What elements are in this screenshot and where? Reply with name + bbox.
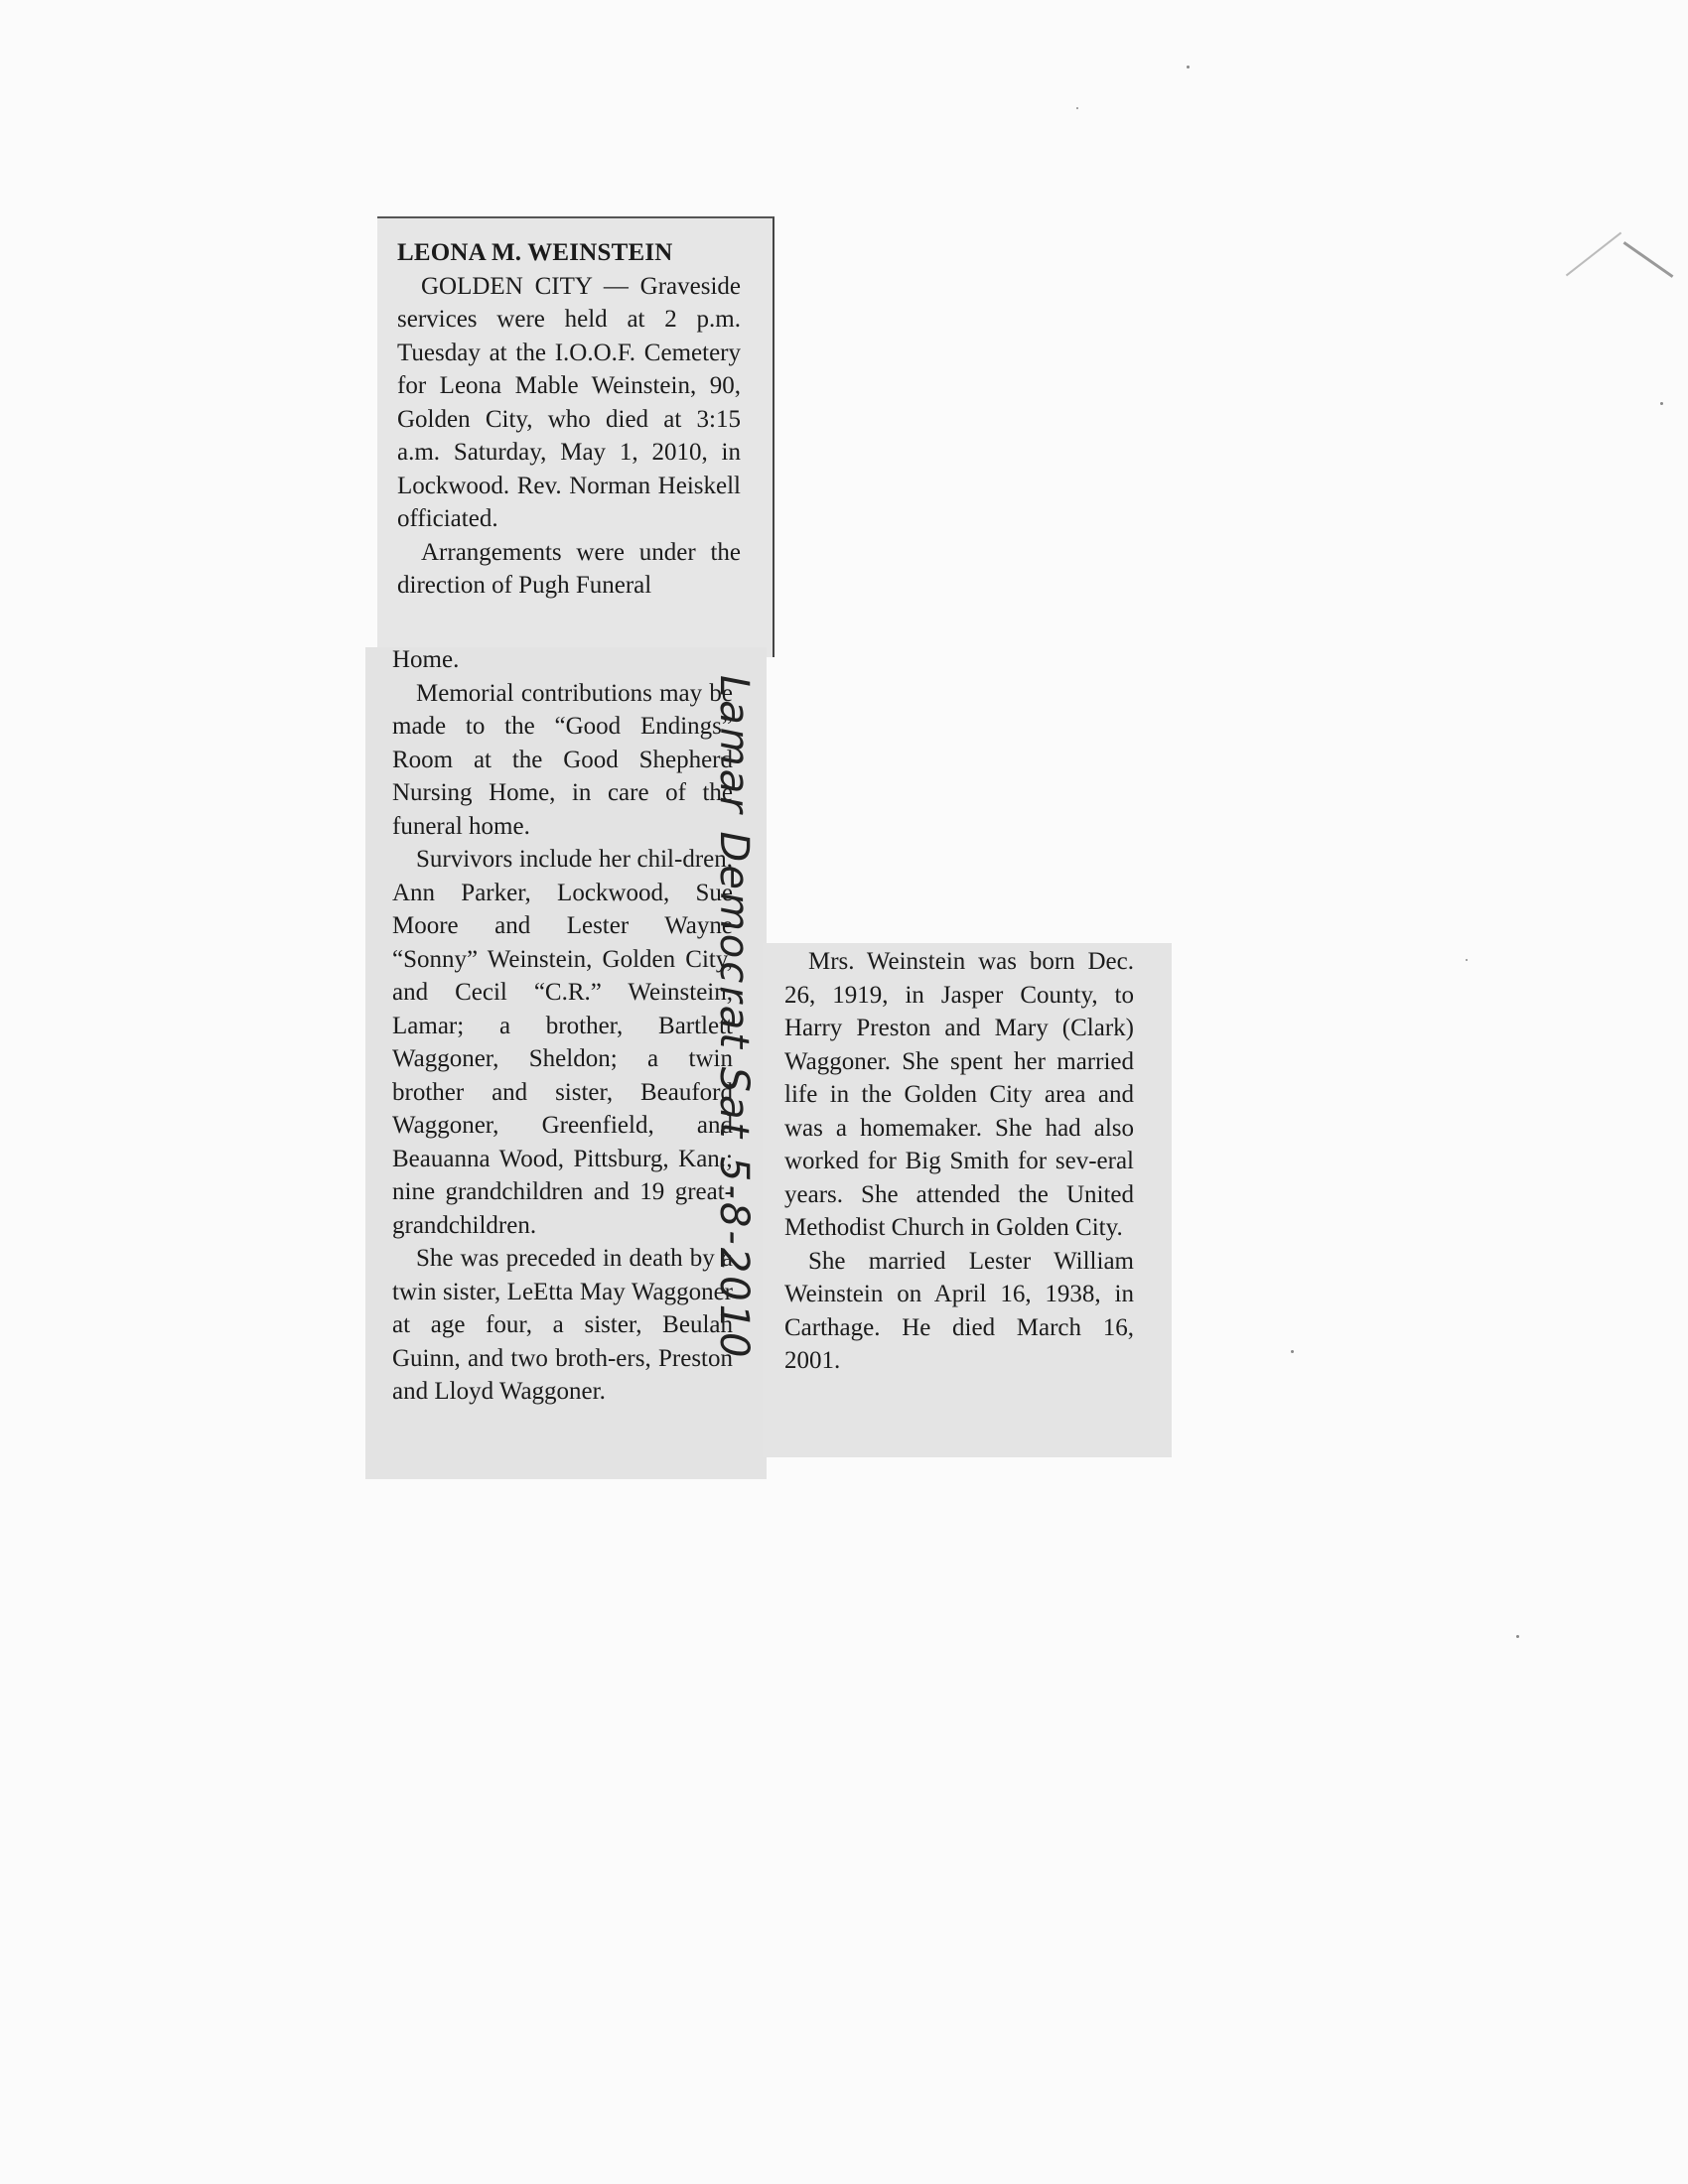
scan-speck	[1187, 66, 1190, 68]
paragraph-continuation: Home.	[392, 646, 460, 673]
scan-speck	[1076, 107, 1078, 109]
paragraph-born: Mrs. Weinstein was born Dec. 26, 1919, in Jasper County, to Harry Preston and Mary (Clark) Waggoner. She spent her married life in the Golden City area and was a homemaker. She had also worked for Big Smith for sev-eral years. She attended the United Methodist Church in Golden City.	[784, 948, 1134, 1241]
paragraph-married: She married Lester William Weinstein on April 16, 1938, in Carthage. He died March 16, 2001.	[784, 1247, 1134, 1374]
paragraph-survivors: Survivors include her chil-dren, Ann Parker, Lockwood, Sue Moore and Lester Wayne “Sonny” Weinstein, Golden City, and Cecil “C.R.” Weinstein, Lamar; a brother, Bartlett Waggoner, Sheldon; a twin brother and sister, Beauford Waggoner, Greenfield, and Beauanna Wood, Pittsburg, Kan.; nine grandchildren and 19 great-grandchildren.	[392, 846, 733, 1239]
obituary-column-3	[784, 945, 1134, 1378]
handwritten-source-note: Lamar Democrat Sat 5-8-2010	[711, 675, 757, 1361]
obituary-column-1	[397, 236, 741, 603]
scan-speck	[1466, 959, 1468, 961]
obituary-column-2	[392, 643, 733, 1409]
scan-speck	[1660, 402, 1663, 405]
scan-streak	[1566, 232, 1621, 277]
scan-streak	[1623, 241, 1674, 278]
paragraph-arrangements: Arrangements were under the direction of Pugh Funeral	[397, 538, 741, 599]
paragraph-services: GOLDEN CITY — Graveside services were held at 2 p.m. Tuesday at the I.O.O.F. Cemetery for Leona Mable Weinstein, 90, Golden City, who died at 3:15 a.m. Saturday, May 1, 2010, in Lockwood. Rev. Norman Heiskell officiated.	[397, 272, 741, 532]
scan-speck	[1516, 1635, 1519, 1638]
paragraph-memorial: Memorial contributions may be made to the “Good Endings” Room at the Good Shepherd Nursing Home, in care of the funeral home.	[392, 679, 733, 840]
scan-speck	[1291, 1350, 1294, 1353]
paragraph-preceded: She was preceded in death by a twin sister, LeEtta May Waggoner at age four, a sister, Beulah Guinn, and two broth-ers, Preston and Lloyd Waggoner.	[392, 1245, 733, 1405]
obituary-headline: LEONA M. WEINSTEIN	[397, 239, 673, 266]
